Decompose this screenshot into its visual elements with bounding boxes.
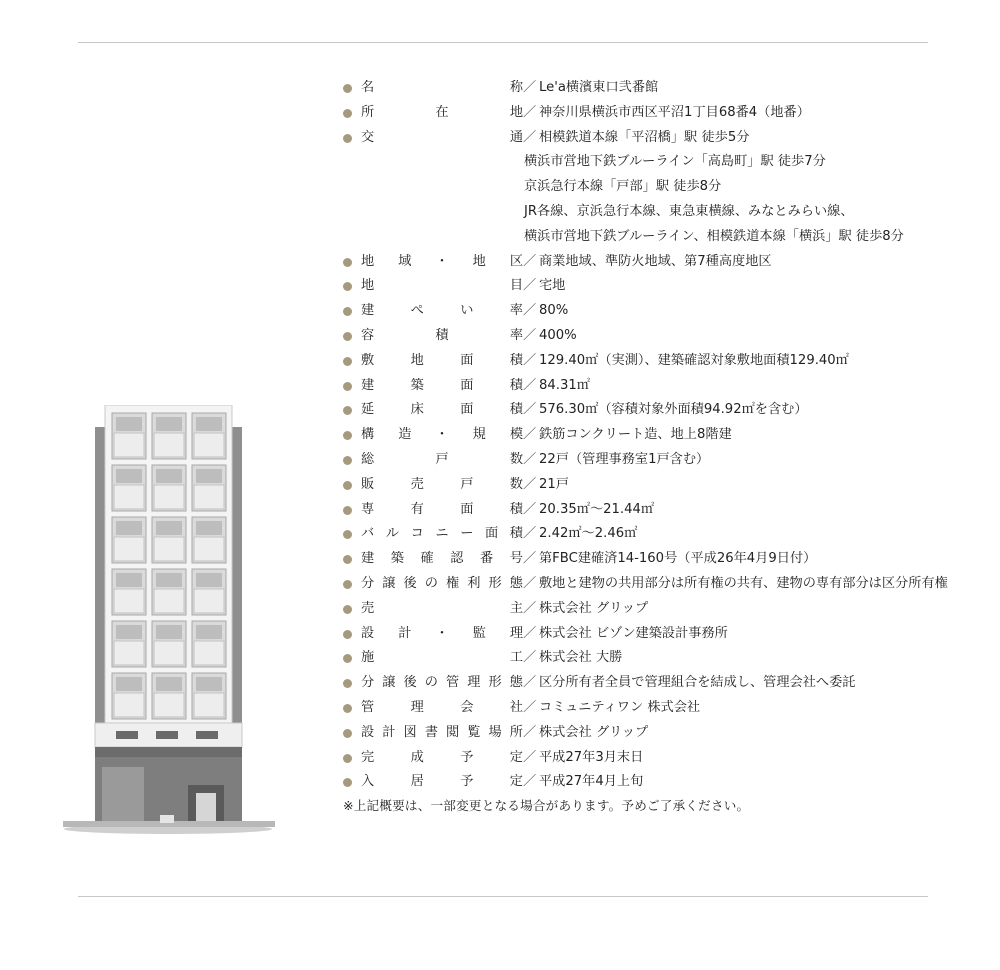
bullet-icon (343, 555, 352, 564)
spec-row (343, 423, 993, 448)
spec-value: 鉄筋コンクリート造、地上8階建 (539, 427, 732, 443)
spec-value: 株式会社 グリップ (539, 600, 649, 616)
spec-value: 20.35㎡～21.44㎡ (539, 501, 655, 517)
spec-row-continuation (343, 150, 993, 175)
spec-value: 第FBC建確済14-160号（平成26年4月9日付） (539, 551, 817, 567)
spec-label: 施 工 (361, 650, 523, 666)
slash-separator: ／ (523, 625, 537, 641)
spec-value: 株式会社 大勝 (539, 650, 623, 666)
spec-value: 株式会社 グリップ (539, 724, 649, 740)
spec-row (343, 572, 993, 597)
bullet-icon (343, 654, 352, 663)
spec-row (343, 770, 993, 795)
spec-row (343, 398, 993, 423)
bullet-icon (343, 332, 352, 341)
bullet-icon (343, 431, 352, 440)
spec-row-continuation (343, 175, 993, 200)
slash-separator: ／ (523, 402, 537, 418)
slash-separator: ／ (523, 526, 537, 542)
bullet-icon (343, 134, 352, 143)
bullet-icon (343, 704, 352, 713)
bullet-icon (343, 382, 352, 391)
bullet-icon (343, 754, 352, 763)
slash-separator: ／ (523, 551, 537, 567)
slash-separator: ／ (523, 575, 537, 591)
spec-label: 名 称 (361, 80, 523, 95)
bullet-icon (343, 778, 352, 787)
bullet-icon (343, 456, 352, 465)
spec-value: 2.42㎡～2.46㎡ (539, 526, 638, 542)
slash-separator: ／ (523, 724, 537, 740)
bullet-icon (343, 84, 352, 93)
spec-label: 容 積 率 (361, 327, 523, 343)
spec-row (343, 696, 993, 721)
spec-row (343, 299, 993, 324)
spec-label: 販 売 戸 数 (361, 476, 523, 492)
slash-separator: ／ (523, 476, 537, 492)
slash-separator: ／ (523, 352, 537, 368)
spec-value: 80% (539, 303, 569, 319)
spec-row (343, 597, 993, 622)
spec-value-continuation: JR各線、京浜急行本線、東急東横線、みなとみらい線、 (524, 203, 854, 219)
top-divider (78, 42, 928, 43)
slash-separator: ／ (523, 129, 537, 145)
spec-value: 区分所有者全員で管理組合を結成し、管理会社へ委託 (539, 675, 856, 691)
bullet-icon (343, 258, 352, 267)
bullet-icon (343, 679, 352, 688)
bullet-icon (343, 506, 352, 515)
spec-row (343, 746, 993, 771)
spec-label: 交 通 (361, 129, 523, 145)
bullet-icon (343, 109, 352, 118)
slash-separator: ／ (523, 501, 537, 517)
spec-value: 400% (539, 327, 577, 343)
slash-separator: ／ (523, 80, 537, 95)
slash-separator: ／ (523, 327, 537, 343)
spec-value: 21戸 (539, 476, 569, 492)
slash-separator: ／ (523, 451, 537, 467)
spec-row (343, 622, 993, 647)
spec-value-continuation: 横浜市営地下鉄ブルーライン、相模鉄道本線「横浜」駅 徒歩8分 (524, 228, 904, 244)
spec-row (343, 101, 993, 126)
spec-label: 総 戸 数 (361, 451, 523, 467)
bullet-icon (343, 481, 352, 490)
spec-row (343, 547, 993, 572)
spec-value: 129.40㎡（実測）、建築確認対象敷地面積129.40㎡ (539, 352, 849, 368)
spec-row (343, 448, 993, 473)
spec-value: 平成27年3月末日 (539, 749, 644, 765)
bullet-icon (343, 357, 352, 366)
bullet-icon (343, 729, 352, 738)
spec-value: 576.30㎡（容積対象外面積94.92㎡を含む） (539, 402, 808, 418)
spec-row (343, 522, 993, 547)
spec-label: 建 築 確 認 番 号 (361, 551, 523, 567)
spec-list (343, 76, 993, 817)
slash-separator: ／ (523, 650, 537, 666)
spec-label: 設 計 ・ 監 理 (361, 625, 523, 641)
slash-separator: ／ (523, 303, 537, 319)
spec-row-continuation (343, 200, 993, 225)
spec-row (343, 324, 993, 349)
spec-row (343, 374, 993, 399)
spec-value: 平成27年4月上旬 (539, 774, 644, 790)
slash-separator: ／ (523, 278, 537, 294)
slash-separator: ／ (523, 427, 537, 443)
slash-separator: ／ (523, 675, 537, 691)
spec-value-continuation: 横浜市営地下鉄ブルーライン「高島町」駅 徒歩7分 (524, 154, 826, 170)
spec-row (343, 671, 993, 696)
building-elevation-image (60, 405, 280, 837)
spec-label: バ ル コ ニ ー 面 積 (361, 526, 523, 542)
spec-label: 売 主 (361, 600, 523, 616)
bullet-icon (343, 605, 352, 614)
slash-separator: ／ (523, 774, 537, 790)
spec-row (343, 274, 993, 299)
spec-value: コミュニティワン 株式会社 (539, 699, 701, 715)
spec-label: 敷 地 面 積 (361, 352, 523, 368)
spec-row-continuation (343, 225, 993, 250)
spec-label: 分 譲 後 の 管 理 形 態 (361, 675, 523, 691)
spec-row (343, 473, 993, 498)
spec-label: 所 在 地 (361, 104, 523, 120)
spec-value: 商業地域、準防火地域、第7種高度地区 (539, 253, 772, 269)
bullet-icon (343, 282, 352, 291)
spec-value: 22戸（管理事務室1戸含む） (539, 451, 710, 467)
spec-value: 相模鉄道本線「平沼橋」駅 徒歩5分 (539, 129, 750, 145)
bullet-icon (343, 630, 352, 639)
spec-row (343, 646, 993, 671)
slash-separator: ／ (523, 600, 537, 616)
spec-value: 株式会社 ビゾン建築設計事務所 (539, 625, 728, 641)
disclaimer-note: ※上記概要は、一部変更となる場合があります。予めご了承ください。 (343, 798, 750, 814)
spec-row (343, 349, 993, 374)
spec-label: 完 成 予 定 (361, 749, 523, 765)
spec-value: 神奈川県横浜市西区平沼1丁目68番4（地番） (539, 104, 810, 120)
spec-label: 建 築 面 積 (361, 377, 523, 393)
spec-value-continuation: 京浜急行本線「戸部」駅 徒歩8分 (524, 179, 722, 195)
spec-label: 延 床 面 積 (361, 402, 523, 418)
slash-separator: ／ (523, 253, 537, 269)
bullet-icon (343, 530, 352, 539)
spec-label: 設 計 図 書 閲 覧 場 所 (361, 724, 523, 740)
spec-label: 構 造 ・ 規 模 (361, 427, 523, 443)
spec-label: 入 居 予 定 (361, 774, 523, 790)
spec-value: 宅地 (539, 278, 566, 294)
spec-label: 地 目 (361, 278, 523, 294)
bottom-divider (78, 896, 928, 897)
spec-label: 地 域 ・ 地 区 (361, 253, 523, 269)
slash-separator: ／ (523, 377, 537, 393)
spec-row (343, 250, 993, 275)
slash-separator: ／ (523, 104, 537, 120)
spec-value: 84.31㎡ (539, 377, 590, 393)
spec-row (343, 126, 993, 151)
spec-row (343, 76, 993, 101)
slash-separator: ／ (523, 699, 537, 715)
spec-label: 分 譲 後 の 権 利 形 態 (361, 575, 523, 591)
slash-separator: ／ (523, 749, 537, 765)
bullet-icon (343, 307, 352, 316)
spec-row (343, 721, 993, 746)
spec-label: 管 理 会 社 (361, 699, 523, 715)
bullet-icon (343, 406, 352, 415)
spec-value: Le'a横濱東口弐番館 (539, 80, 659, 95)
spec-row (343, 498, 993, 523)
spec-label: 専 有 面 積 (361, 501, 523, 517)
spec-value: 敷地と建物の共用部分は所有権の共有、建物の専有部分は区分所有権 (539, 575, 948, 591)
spec-label: 建 ぺ い 率 (361, 303, 523, 319)
bullet-icon (343, 580, 352, 589)
